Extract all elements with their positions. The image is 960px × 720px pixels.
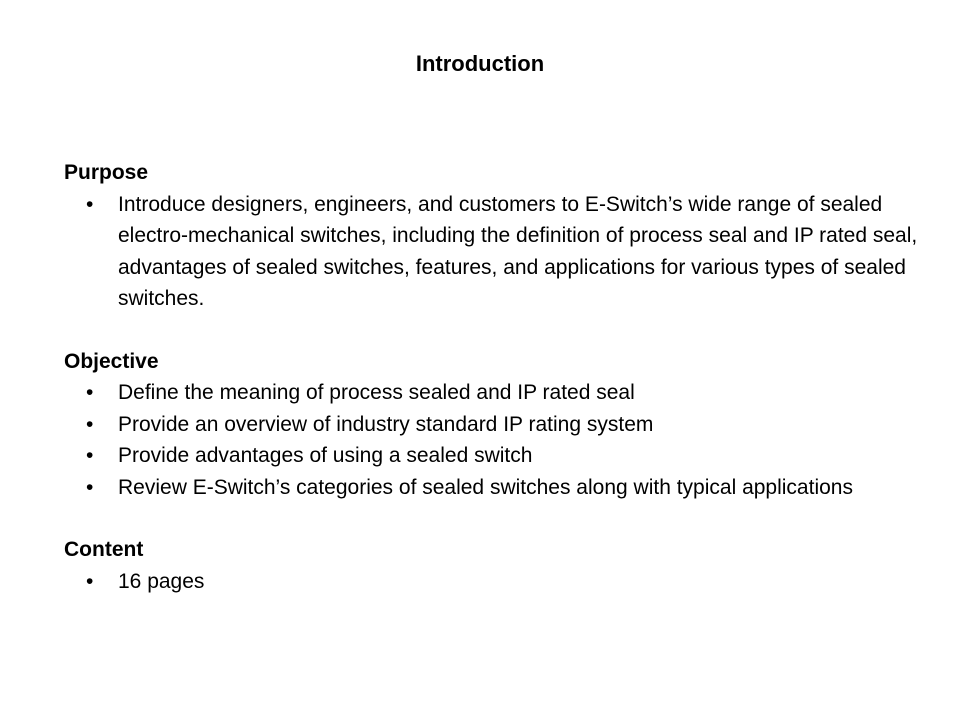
list-item-text: Introduce designers, engineers, and customers to E-Switch’s wide range of sealed electro-mechanical switches, including the definition of process seal and IP rated seal, advantages of sealed switches, features, and applications for various types of sealed switches. xyxy=(118,192,918,310)
section-content xyxy=(64,534,924,597)
bullet-icon: • xyxy=(86,381,94,404)
bullet-icon: • xyxy=(86,569,94,593)
list-item-text: Provide an overview of industry standard IP rating system xyxy=(118,412,654,436)
bullet-icon: • xyxy=(86,192,94,216)
list-item xyxy=(64,409,924,441)
list-item xyxy=(64,472,924,504)
list-item-text: 16 pages xyxy=(118,569,205,593)
list-item xyxy=(64,189,924,315)
list-item-text: Provide advantages of using a sealed switch xyxy=(118,444,533,467)
bullet-list xyxy=(64,189,924,315)
slide-content xyxy=(64,157,924,597)
slide-title: Introduction xyxy=(415,51,545,76)
list-item xyxy=(64,377,924,409)
bullet-icon: • xyxy=(86,412,94,436)
list-item-text: Review E-Switch’s categories of sealed switches along with typical applications xyxy=(118,475,853,499)
bullet-list xyxy=(64,566,924,598)
bullet-icon: • xyxy=(86,475,94,499)
list-item-text: Define the meaning of process sealed and IP rated seal xyxy=(118,381,635,404)
bullet-list xyxy=(64,377,924,503)
list-item xyxy=(64,440,924,472)
section-objective xyxy=(64,346,924,504)
section-purpose xyxy=(64,157,924,315)
bullet-icon: • xyxy=(86,444,94,467)
section-heading: Purpose xyxy=(64,161,149,184)
list-item xyxy=(64,566,924,598)
section-heading: Objective xyxy=(64,349,159,373)
section-heading: Content xyxy=(64,538,144,561)
